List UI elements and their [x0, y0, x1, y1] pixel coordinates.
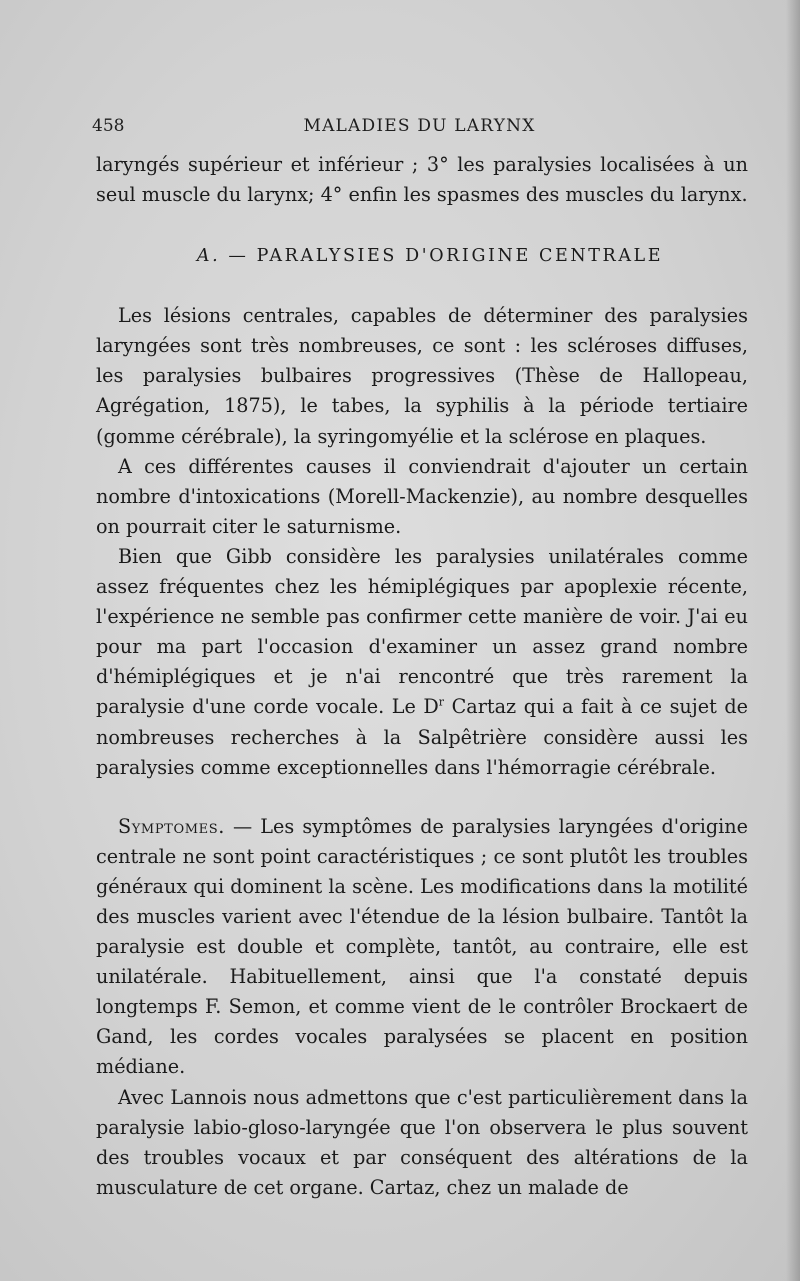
- superscript: r: [438, 696, 445, 710]
- section-heading: [96, 241, 748, 271]
- paragraph-lannois: Avec Lannois nous admettons que c'est particulièrement dans la paralysie labio-gloso-laryngée que l'on observera le plus souvent des troubles vocaux et par conséquent des altérations de la musculature de cet organe. Cartaz, chez un malade de: [96, 1085, 748, 1199]
- section-title: — PARALYSIES D'ORIGINE CENTRALE: [228, 246, 664, 267]
- symptoms-label: Symptomes.: [118, 814, 225, 838]
- paragraph-causes: A ces différentes causes il conviendrait d'ajouter un certain nombre d'intoxications (Morell-Mackenzie), au nombre desquelles on pourrait citer le saturnisme.: [96, 454, 748, 538]
- paragraph-gibb-text-a: Bien que Gibb considère les paralysies unilatérales comme assez fréquentes chez les hémiplégiques par apoplexie récente, l'expérience ne semble pas confirmer cette manière de voir. J'ai eu pour ma part l'occasion d'examiner un assez grand nombre d'hémiplégiques et je n'ai rencontré que très rarement la paralysie d'une corde vocale. Le D: [96, 544, 748, 719]
- page-shadow: [786, 0, 800, 1281]
- spacer: [96, 783, 748, 812]
- paragraph-symptoms-text: — Les symptômes de paralysies laryngées d'origine centrale ne sont point caractéristiques ; ce sont plutôt les troubles généraux qui dominent la scène. Les modifications dans la motilité des muscles varient avec l'étendue de la lésion bulbaire. Tantôt la paralysie est double et complète, tantôt, au contraire, elle est unilatérale. Habituellement, ainsi que l'a constaté depuis longtemps F. Semon, et comme vient de le contrôler Brockaert de Gand, les cordes vocales paralysées se placent en position médiane.: [96, 814, 748, 1079]
- spacer: [96, 271, 748, 301]
- spacer: [96, 210, 748, 241]
- paragraph-lesions: Les lésions centrales, capables de déterminer des paralysies laryngées sont très nombreuses, ce sont : les scléroses diffuses, les paralysies bulbaires progressives (Thèse de Hallopeau, Agrégation, 1875), le tabes, la syphilis à la période tertiaire (gomme cérébrale), la syringomyélie et la sclérose en plaques.: [96, 304, 748, 448]
- paragraph-gibb: [96, 542, 748, 783]
- page-body: [96, 150, 748, 1203]
- page-header: [92, 116, 747, 140]
- paragraph-symptoms: [96, 812, 748, 1083]
- paragraph-gibb-text-b: Cartaz qui a fait à ce sujet de nombreuses recherches à la Salpêtrière considère aussi les paralysies comme exceptionnelles dans l'hémorragie cérébrale.: [96, 695, 748, 779]
- section-letter: A.: [196, 246, 221, 267]
- running-title: MALADIES DU LARYNX: [303, 116, 536, 136]
- page-number: 458: [92, 116, 125, 136]
- paragraph-continuation: laryngés supérieur et inférieur ; 3° les paralysies localisées à un seul muscle du larynx; 4° enfin les spasmes des muscles du larynx.: [96, 153, 748, 207]
